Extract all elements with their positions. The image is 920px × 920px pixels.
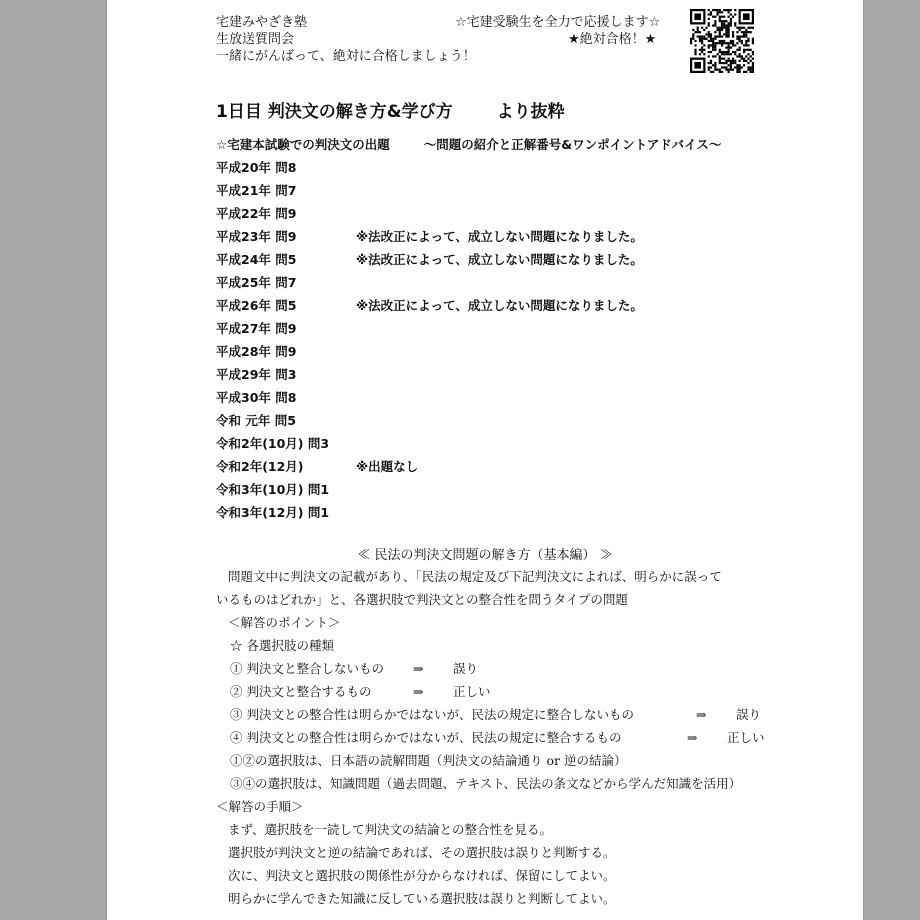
step-item: 選択肢が判決文と逆の結論であれば、その選択肢は誤りと判断する。 bbox=[228, 845, 616, 860]
kind-label: ② 判決文と整合するもの bbox=[230, 684, 372, 699]
question-note: ※法改正によって、成立しない問題になりました。 bbox=[356, 229, 643, 244]
intro-right: ～問題の紹介と正解番号&ワンポイントアドバイス～ bbox=[423, 137, 722, 152]
question-year: 令和2年(10月) 問3 bbox=[216, 436, 330, 451]
points-heading: ＜解答のポイント＞ bbox=[228, 615, 341, 630]
kind-result: 正しい bbox=[453, 684, 491, 699]
question-year: 平成21年 問7 bbox=[216, 183, 297, 198]
note-12: ①②の選択肢は、日本語の読解問題（判決文の結論通り or 逆の結論） bbox=[230, 753, 627, 768]
question-year: 令和3年(10月) 問1 bbox=[216, 482, 330, 497]
arrow-icon: ⇒ bbox=[413, 661, 424, 676]
question-year: 平成26年 問5 bbox=[216, 298, 297, 313]
page-title bbox=[216, 97, 565, 122]
question-year: 平成20年 問8 bbox=[216, 160, 297, 175]
qr-code-icon bbox=[690, 9, 754, 73]
question-year: 令和2年(12月) bbox=[216, 459, 304, 474]
arrow-icon: ⇒ bbox=[696, 707, 707, 722]
header-cheer: 一緒にがんばって、絶対に合格しましょう！ bbox=[216, 49, 476, 64]
question-note: ※法改正によって、成立しない問題になりました。 bbox=[356, 298, 643, 313]
header-slogan-2: ★絶対合格！★ bbox=[568, 32, 657, 47]
header-org: 宅建みやざき塾 bbox=[216, 15, 308, 30]
section-title: ≪ 民法の判決文問題の解き方（基本編） ≫ bbox=[357, 548, 613, 563]
kind-result: 誤り bbox=[453, 661, 479, 676]
question-year: 平成23年 問9 bbox=[216, 229, 297, 244]
document-page bbox=[107, 0, 863, 920]
title-suffix: より抜粋 bbox=[496, 102, 565, 122]
kind-result: 正しい bbox=[727, 730, 765, 745]
question-year: 令和3年(12月) 問1 bbox=[216, 505, 330, 520]
header-event: 生放送質問会 bbox=[216, 32, 295, 47]
question-year: 平成24年 問5 bbox=[216, 252, 297, 267]
question-year: 平成25年 問7 bbox=[216, 275, 297, 290]
paragraph-line-2: いるものはどれか」と、各選択肢で判決文との整合性を問うタイプの問題 bbox=[216, 592, 628, 607]
kind-item bbox=[216, 680, 741, 703]
kind-item bbox=[216, 657, 741, 680]
step-item: 次に、判決文と選択肢の関係性が分からなければ、保留にしてよい。 bbox=[228, 868, 616, 883]
step-item: 明らかに学んできた知識に反している選択肢は誤りと判断してよい。 bbox=[228, 891, 616, 906]
arrow-icon: ⇒ bbox=[413, 684, 424, 699]
arrow-icon: ⇒ bbox=[687, 730, 698, 745]
kind-label: ③ 判決文との整合性は明らかではないが、民法の規定に整合しないもの bbox=[230, 707, 634, 722]
question-note: ※出題なし bbox=[356, 459, 419, 474]
intro-left: ☆宅建本試験での判決文の出題 bbox=[216, 137, 390, 152]
header-slogan: ☆宅建受験生を全力で応援します☆ bbox=[455, 15, 661, 30]
note-34: ③④の選択肢は、知識問題（過去問題、テキスト、民法の条文などから学んだ知識を活用） bbox=[230, 776, 742, 791]
question-year: 平成27年 問9 bbox=[216, 321, 297, 336]
question-note: ※法改正によって、成立しない問題になりました。 bbox=[356, 252, 643, 267]
step-item: まず、選択肢を一読して判決文の結論との整合性を見る。 bbox=[228, 822, 553, 837]
kind-item bbox=[216, 726, 765, 749]
question-year: 令和 元年 問5 bbox=[216, 413, 296, 428]
question-year: 平成29年 問3 bbox=[216, 367, 297, 382]
section-body bbox=[216, 565, 765, 910]
kind-label: ④ 判決文との整合性は明らかではないが、民法の規定に整合するもの bbox=[230, 730, 622, 745]
question-year: 平成22年 問9 bbox=[216, 206, 297, 221]
intro-line bbox=[216, 135, 721, 153]
paragraph-line-1: 問題文中に判決文の記載があり、「民法の規定及び下記判決文によれば、明らかに誤って bbox=[228, 569, 722, 584]
question-year: 平成30年 問8 bbox=[216, 390, 297, 405]
question-year: 平成28年 問9 bbox=[216, 344, 297, 359]
steps-heading: ＜解答の手順＞ bbox=[216, 799, 304, 814]
kind-item bbox=[216, 703, 762, 726]
kind-label: ① 判決文と整合しないもの bbox=[230, 661, 384, 676]
kinds-heading: ☆ 各選択肢の種類 bbox=[230, 638, 334, 653]
kind-result: 誤り bbox=[736, 707, 762, 722]
title-main: 1日目 判決文の解き方&学び方 bbox=[216, 102, 453, 122]
